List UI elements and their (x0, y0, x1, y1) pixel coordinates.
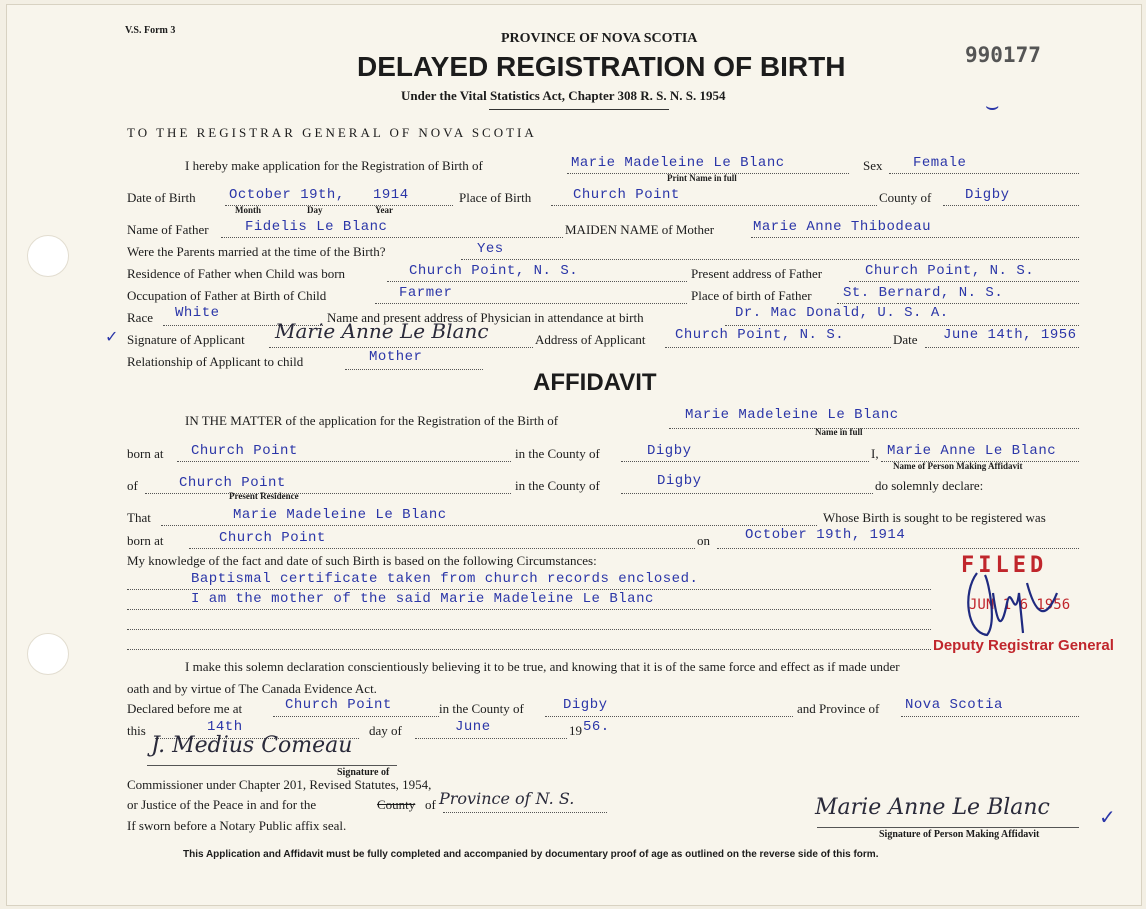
matter-name-value: Marie Madeleine Le Blanc (685, 407, 899, 423)
month-value: June (455, 719, 491, 735)
place-line (551, 205, 877, 206)
applicant-signature: Marie Anne Le Blanc (275, 319, 489, 343)
place-value: Church Point (573, 187, 680, 203)
form-number: V.S. Form 3 (125, 25, 176, 36)
notary-label: If sworn before a Notary Public affix seal. (127, 818, 347, 833)
province-heading: PROVINCE OF NOVA SCOTIA (501, 31, 698, 46)
of-label: of (127, 478, 138, 493)
that-name-value: Marie Madeleine Le Blanc (233, 507, 447, 523)
born-at-value: Church Point (191, 443, 298, 459)
circumstance1-line (127, 589, 931, 590)
day-value: 14th (207, 719, 243, 735)
affiant-sig-label: Signature of Person Making Affidavit (879, 829, 1040, 840)
print-name-hint: Print Name in full (667, 173, 737, 183)
dob-value: October 19th, (229, 187, 345, 203)
father-label: Name of Father (127, 222, 209, 237)
declared-label: Declared before me at (127, 701, 243, 716)
title-rule (489, 109, 669, 110)
matter-label: IN THE MATTER of the application for the Registration of the Birth of (185, 413, 559, 428)
on-label: on (697, 533, 710, 548)
commissioner-sig-line (147, 765, 397, 766)
race-value: White (175, 305, 220, 321)
occupation-label: Occupation of Father at Birth of Child (127, 288, 327, 303)
father-birthplace-value: St. Bernard, N. S. (843, 285, 1004, 301)
born-at-line (177, 461, 511, 462)
that-line (161, 525, 817, 526)
registrar-signature-mark (957, 563, 1067, 643)
on-date-value: October 19th, 1914 (745, 527, 906, 543)
affidavit-heading: AFFIDAVIT (533, 369, 657, 396)
father-line (221, 237, 563, 238)
relationship-value: Mother (369, 349, 423, 365)
circumstance2-value: I am the mother of the said Marie Madeleine Le Blanc (191, 591, 654, 607)
affiant-hint: Name of Person Making Affidavit (893, 461, 1023, 471)
occupation-value: Farmer (399, 285, 453, 301)
affiant-sig-line (817, 827, 1079, 828)
in-county-label-1: in the County of (515, 446, 600, 461)
res-father-label: Residence of Father when Child was born (127, 266, 346, 281)
affiant-signature: Marie Anne Le Blanc (815, 795, 1050, 820)
name-hint: Name in full (815, 427, 863, 437)
applicant-signature-line (269, 347, 533, 348)
born-at2-value: Church Point (219, 530, 326, 546)
this-label: this (127, 723, 146, 738)
tick-mark-1: ⌣ (985, 93, 1000, 118)
married-line (461, 259, 1079, 260)
sex-value: Female (913, 155, 967, 171)
date-line (925, 347, 1079, 348)
mother-line (751, 237, 1079, 238)
year-prefix: 19 (569, 723, 582, 738)
serial-number: 990177 (965, 43, 1041, 67)
county3-label: in the County of (439, 701, 524, 716)
stamp-date: JUN 1 6 1956 (969, 597, 1071, 613)
residence-value: Church Point (179, 475, 286, 491)
circumstance3-line (127, 629, 931, 630)
born-at-label: born at (127, 446, 164, 461)
addressee: TO THE REGISTRAR GENERAL OF NOVA SCOTIA (127, 125, 537, 140)
residence-line (145, 493, 511, 494)
tick-mark-2: ✓ (105, 329, 119, 346)
day-hint: Day (307, 205, 323, 215)
justice-label: or Justice of the Peace in and for the (127, 797, 317, 812)
father-birthplace-line (837, 303, 1079, 304)
that-label: That (127, 510, 151, 525)
relationship-label: Relationship of Applicant to child (127, 354, 304, 369)
commissioner-sig-label: Signature of (337, 767, 390, 778)
county3-line (545, 716, 793, 717)
mother-value: Marie Anne Thibodeau (753, 219, 932, 235)
declared-at-line (273, 716, 439, 717)
physician-value: Dr. Mac Donald, U. S. A. (735, 305, 949, 321)
county2-value: Digby (657, 473, 702, 489)
place-label: Place of Birth (459, 190, 532, 205)
present-addr-value: Church Point, N. S. (865, 263, 1035, 279)
page-title: DELAYED REGISTRATION OF BIRTH (357, 51, 846, 82)
whose-label: Whose Birth is sought to be registered was (823, 510, 1046, 525)
intro-label: I hereby make application for the Registration of Birth of (185, 158, 483, 173)
declared-at-value: Church Point (285, 697, 392, 713)
matter-line (669, 428, 1079, 429)
married-label: Were the Parents married at the time of the Birth? (127, 244, 386, 259)
month-line (415, 738, 567, 739)
of-small: of (425, 797, 436, 812)
county1-value: Digby (647, 443, 692, 459)
date-label: Date (893, 332, 918, 347)
in-county-label-2: in the County of (515, 478, 600, 493)
footer-note: This Application and Affidavit must be fully completed and accompanied by documentary proof of age as outlined on the reverse side of this form. (183, 849, 879, 860)
res-father-value: Church Point, N. S. (409, 263, 579, 279)
commissioner-label: Commissioner under Chapter 201, Revised Statutes, 1954, (127, 777, 432, 792)
commissioner-signature: J. Medius Comeau (151, 733, 353, 758)
relationship-line (345, 369, 483, 370)
circumstance4-line (127, 649, 931, 650)
affiant-value: Marie Anne Le Blanc (887, 443, 1057, 459)
dob-year-value: 1914 (373, 187, 409, 203)
occupation-line (375, 303, 687, 304)
filed-stamp: FILED (961, 553, 1048, 578)
form-page (6, 4, 1142, 906)
page-subtitle: Under the Vital Statistics Act, Chapter 308 R. S. N. S. 1954 (401, 88, 726, 103)
province-line (901, 716, 1079, 717)
race-label: Race (127, 310, 153, 325)
declare-label: do solemnly declare: (875, 478, 984, 493)
knowledge-label: My knowledge of the fact and date of such Birth is based on the following Circumstances: (127, 553, 597, 568)
born-at2-label: born at (127, 533, 164, 548)
punch-hole-top (27, 235, 69, 277)
mother-label: MAIDEN NAME of Mother (565, 222, 715, 237)
county-value: Digby (965, 187, 1010, 203)
born-at2-line (189, 548, 695, 549)
solemn-line-1: I make this solemn declaration conscientiously believing it to be true, and knowing that it is of the same force and effect as if made under (185, 659, 900, 674)
county2-line (621, 493, 873, 494)
present-addr-label: Present address of Father (691, 266, 823, 281)
year-suffix-value: 56. (583, 719, 610, 735)
circumstance2-line (127, 609, 931, 610)
justice-handwriting: Province of N. S. (439, 789, 575, 808)
on-date-line (717, 548, 1079, 549)
applicant-addr-label: Address of Applicant (535, 332, 646, 347)
county-label: County of (879, 190, 932, 205)
county3-value: Digby (563, 697, 608, 713)
sex-line (889, 173, 1079, 174)
tick-mark-3: ✓ (1099, 807, 1116, 829)
present-addr-line (849, 281, 1079, 282)
married-value: Yes (477, 241, 504, 257)
justice-line (443, 812, 607, 813)
physician-line (725, 325, 1079, 326)
applicant-addr-value: Church Point, N. S. (675, 327, 845, 343)
father-value: Fidelis Le Blanc (245, 219, 388, 235)
solemn-line-2: oath and by virtue of The Canada Evidence Act. (127, 681, 377, 696)
province-label: and Province of (797, 701, 880, 716)
punch-hole-bottom (27, 633, 69, 675)
county-struck: County (377, 797, 416, 812)
res-father-line (387, 281, 687, 282)
i-label: I, (871, 446, 879, 461)
sex-label: Sex (863, 158, 883, 173)
province-value: Nova Scotia (905, 697, 1003, 713)
month-hint: Month (235, 205, 262, 215)
stamp-role: Deputy Registrar General (933, 637, 1114, 654)
dob-label: Date of Birth (127, 190, 196, 205)
father-birthplace-label: Place of birth of Father (691, 288, 812, 303)
residence-hint: Present Residence (229, 491, 299, 501)
physician-label: Name and present address of Physician in attendance at birth (327, 310, 644, 325)
county1-line (621, 461, 869, 462)
child-name-value: Marie Madeleine Le Blanc (571, 155, 785, 171)
date-value: June 14th, 1956 (943, 327, 1077, 343)
signature-label: Signature of Applicant (127, 332, 245, 347)
county-line (943, 205, 1079, 206)
circumstance1-value: Baptismal certificate taken from church records enclosed. (191, 571, 699, 587)
day-of-label: day of (369, 723, 402, 738)
year-hint: Year (375, 205, 393, 215)
applicant-addr-line (665, 347, 891, 348)
